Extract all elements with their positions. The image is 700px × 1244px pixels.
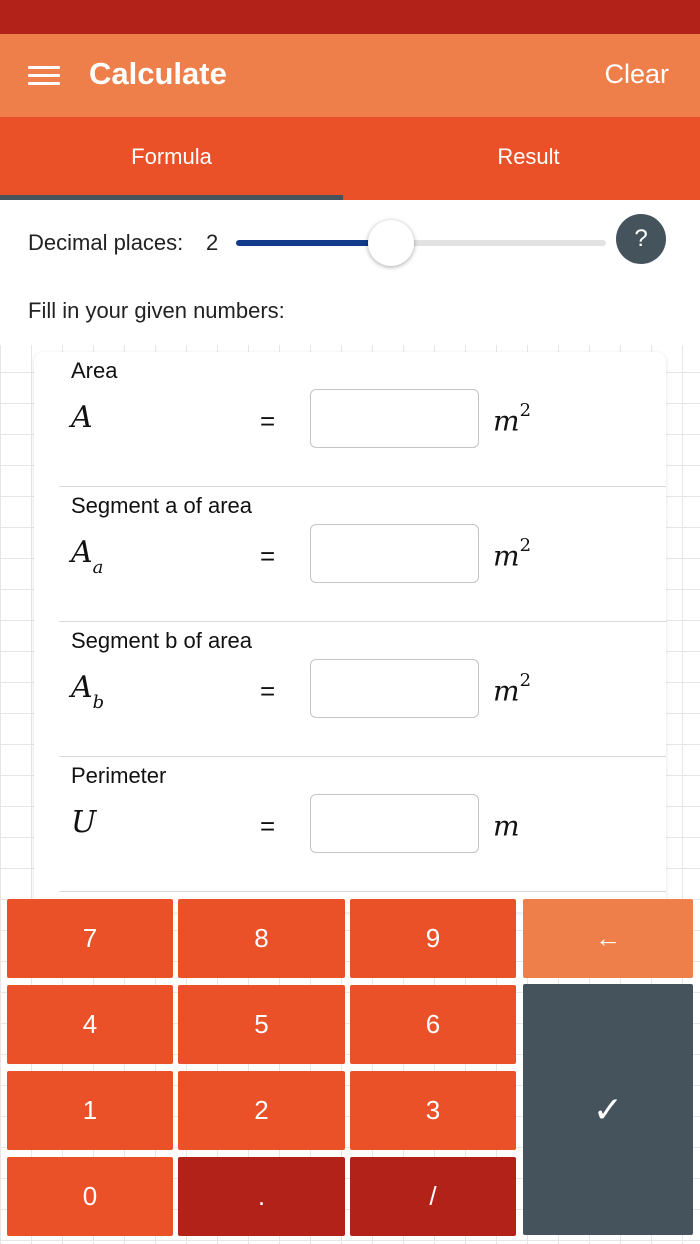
settings-panel [0,200,700,345]
key-2[interactable]: 2 [178,1071,345,1150]
backspace-button[interactable] [523,899,693,978]
clear-button[interactable]: Clear [604,59,669,89]
tab-result[interactable]: Result [497,144,560,169]
key-4[interactable]: 4 [7,985,173,1064]
key-5[interactable]: 5 [178,985,345,1064]
area-input[interactable] [310,389,479,448]
tab-bar [0,117,700,200]
slider-thumb[interactable] [368,220,414,266]
equals-sign: = [260,811,276,841]
key-7[interactable]: 7 [7,899,173,978]
input-card [34,352,666,912]
key-3[interactable]: 3 [350,1071,516,1150]
field-label: Area [71,358,118,383]
field-segment-a [34,487,666,622]
key-0[interactable]: 0 [7,1157,173,1236]
decimal-places-slider[interactable] [236,240,606,246]
key-9[interactable]: 9 [350,899,516,978]
hamburger-menu-icon[interactable] [28,64,60,88]
field-label: Perimeter [71,763,167,788]
perimeter-input[interactable] [310,794,479,853]
field-symbol: A [71,400,93,435]
confirm-button[interactable] [523,984,693,1235]
key-dot[interactable]: . [178,1157,345,1236]
field-segment-b [34,622,666,757]
app-title: Calculate [89,56,227,91]
segment-a-input[interactable] [310,524,479,583]
decimal-places-value: 2 [206,230,219,255]
key-1[interactable]: 1 [7,1071,173,1150]
tab-formula[interactable]: Formula [131,144,212,169]
app-bar [0,34,700,117]
field-symbol: U [71,805,97,840]
field-unit: $m^2$ [493,400,532,438]
help-button[interactable]: ? [616,214,666,264]
equals-sign: = [260,676,276,706]
equals-sign: = [260,541,276,571]
checkmark-icon: ✓ [592,1088,624,1130]
field-unit: $m^2$ [493,670,532,708]
divider [59,891,666,892]
decimal-places-label: Decimal places: [28,230,184,255]
status-bar [0,0,700,34]
field-area [34,352,666,487]
field-symbol: $A_a$ [71,535,104,578]
field-unit: m [493,809,520,843]
field-label: Segment a of area [71,493,253,518]
field-unit: $m^2$ [493,535,532,573]
field-perimeter [34,757,666,892]
arrow-left-icon: ← [595,923,621,953]
segment-b-input[interactable] [310,659,479,718]
key-slash[interactable]: / [350,1157,516,1236]
field-label: Segment b of area [71,628,253,653]
keypad [0,898,700,1244]
field-symbol: $A_b$ [71,670,105,713]
key-6[interactable]: 6 [350,985,516,1064]
fill-in-label: Fill in your given numbers: [28,298,285,323]
key-8[interactable]: 8 [178,899,345,978]
equals-sign: = [260,406,276,436]
